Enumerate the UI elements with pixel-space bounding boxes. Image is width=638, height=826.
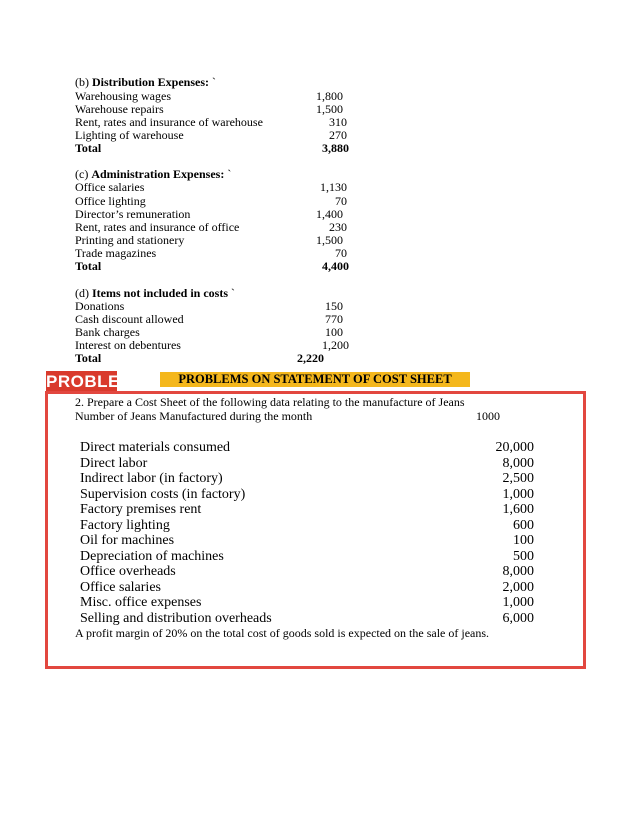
section-d-item-label: Interest on debentures bbox=[75, 338, 181, 352]
section-c-item-value: 1,130 bbox=[320, 180, 347, 194]
section-d-item-label: Bank charges bbox=[75, 325, 140, 339]
problem-item-value: 6,000 bbox=[502, 611, 534, 626]
section-d-item-value: 770 bbox=[325, 312, 343, 326]
section-b-total-value: 3,880 bbox=[322, 141, 349, 155]
problem-item-label: Oil for machines bbox=[80, 533, 175, 548]
problem-item-value: 500 bbox=[513, 549, 534, 564]
section-b-total-label: Total bbox=[75, 141, 102, 155]
section-d-heading: (d) Items not included in costs ` bbox=[75, 286, 236, 300]
section-c-item-value: 1,400 bbox=[316, 207, 343, 221]
section-d-item-label: Donations bbox=[75, 299, 125, 313]
section-b-item-value: 310 bbox=[329, 115, 347, 129]
section-c-item-value: 70 bbox=[335, 194, 347, 208]
section-b-item-value: 270 bbox=[329, 128, 347, 142]
problem-item-value: 600 bbox=[513, 518, 534, 533]
section-c-item-value: 70 bbox=[335, 246, 347, 260]
problem-heading: PROBLEMS ON STATEMENT OF COST SHEET bbox=[160, 372, 470, 387]
section-b-item-value: 1,800 bbox=[316, 89, 343, 103]
problem-item-value: 1,000 bbox=[502, 595, 534, 610]
problem-item-value: 20,000 bbox=[495, 440, 534, 455]
problem-item-label: Direct labor bbox=[80, 456, 148, 471]
section-d-item-label: Cash discount allowed bbox=[75, 312, 184, 326]
units-value: 1000 bbox=[476, 409, 500, 423]
section-c-item-value: 1,500 bbox=[316, 233, 343, 247]
problem-item-label: Factory lighting bbox=[80, 518, 170, 533]
section-d-item-value: 100 bbox=[325, 325, 343, 339]
section-c-item-label: Rent, rates and insurance of office bbox=[75, 220, 240, 234]
section-b-item-label: Rent, rates and insurance of warehouse bbox=[75, 115, 263, 129]
section-c-item-value: 230 bbox=[329, 220, 347, 234]
problem-intro: 2. Prepare a Cost Sheet of the following data relating to the manufacture of Jeans bbox=[75, 395, 465, 409]
problem-item-label: Office overheads bbox=[80, 564, 176, 579]
section-d-item-value: 150 bbox=[325, 299, 343, 313]
units-label: Number of Jeans Manufactured during the month bbox=[75, 409, 313, 423]
problem-item-value: 8,000 bbox=[502, 564, 534, 579]
problem-item-label: Depreciation of machines bbox=[80, 549, 224, 564]
problem-item-label: Misc. office expenses bbox=[80, 595, 202, 610]
section-d-total-label: Total bbox=[75, 351, 102, 365]
problem-item-label: Supervision costs (in factory) bbox=[80, 487, 246, 502]
section-c-total-value: 4,400 bbox=[322, 259, 349, 273]
section-b-item-label: Warehousing wages bbox=[75, 89, 172, 103]
section-d-item-value: 1,200 bbox=[322, 338, 349, 352]
profit-note: A profit margin of 20% on the total cost of goods sold is expected on the sale of jeans. bbox=[75, 626, 490, 640]
problem-item-value: 1,000 bbox=[502, 487, 534, 502]
problem-item-value: 100 bbox=[513, 533, 534, 548]
problem-badge: PROBLEM bbox=[46, 372, 135, 391]
problem-item-label: Selling and distribution overheads bbox=[80, 611, 272, 626]
problem-item-label: Direct materials consumed bbox=[80, 440, 231, 455]
problem-item-value: 2,000 bbox=[502, 580, 534, 595]
problem-item-value: 2,500 bbox=[502, 471, 534, 486]
section-b-heading: (b) Distribution Expenses: ` bbox=[75, 75, 217, 89]
problem-item-label: Office salaries bbox=[80, 580, 161, 595]
section-b-item-value: 1,500 bbox=[316, 102, 343, 116]
section-c-item-label: Trade magazines bbox=[75, 246, 157, 260]
problem-item-value: 1,600 bbox=[502, 502, 534, 517]
problem-item-label: Factory premises rent bbox=[80, 502, 202, 517]
section-d-total-value: 2,220 bbox=[297, 351, 324, 365]
section-c-item-label: Director’s remuneration bbox=[75, 207, 191, 221]
problem-item-value: 8,000 bbox=[502, 456, 534, 471]
section-c-item-label: Office lighting bbox=[75, 194, 146, 208]
section-c-total-label: Total bbox=[75, 259, 102, 273]
section-c-item-label: Printing and stationery bbox=[75, 233, 185, 247]
section-b-item-label: Lighting of warehouse bbox=[75, 128, 184, 142]
section-b-item-label: Warehouse repairs bbox=[75, 102, 164, 116]
section-c-item-label: Office salaries bbox=[75, 180, 145, 194]
problem-item-label: Indirect labor (in factory) bbox=[80, 471, 223, 486]
section-c-heading: (c) Administration Expenses: ` bbox=[75, 167, 232, 181]
